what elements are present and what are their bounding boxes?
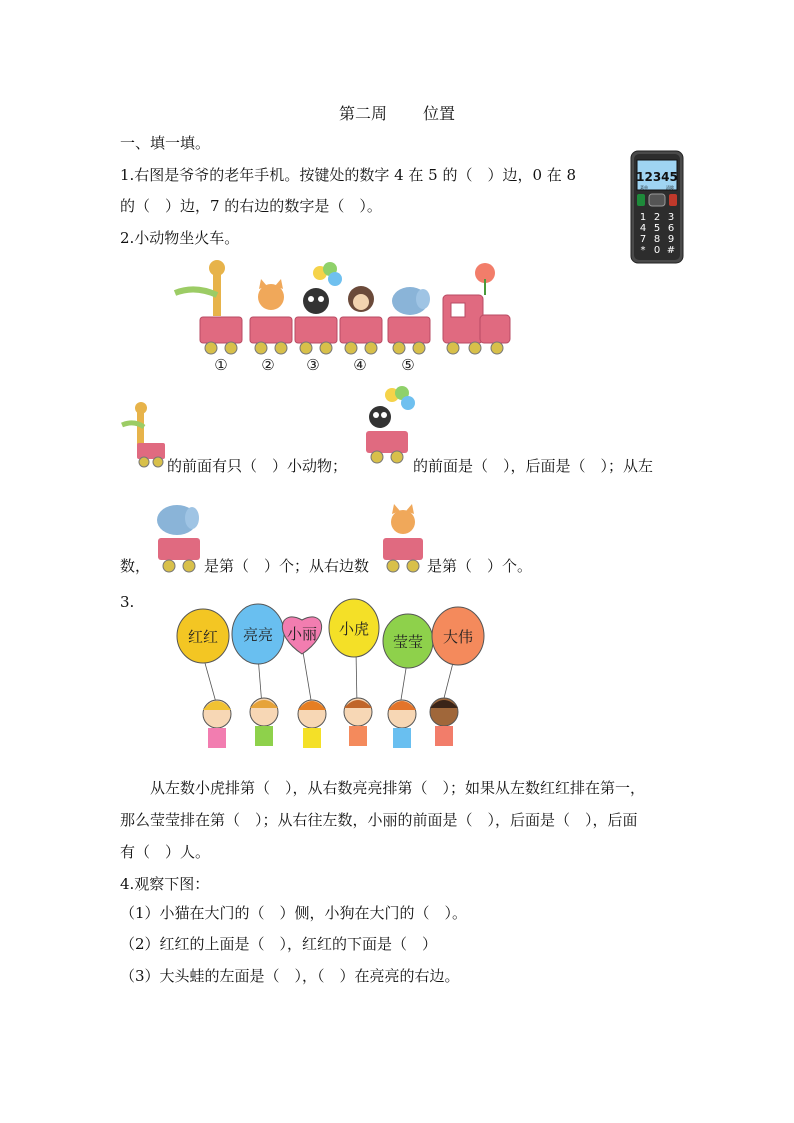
phone-key: 6 <box>667 223 675 234</box>
phone-key: * <box>640 245 646 256</box>
phone-illustration <box>630 150 684 264</box>
balloon-group <box>177 599 484 668</box>
car-number-2: ② <box>261 356 275 374</box>
balloon-label-1: 红红 <box>187 628 219 646</box>
phone-key: 7 <box>639 234 647 245</box>
phone-key: 8 <box>653 234 661 245</box>
car-number-1: ① <box>214 356 228 374</box>
phone-key: 9 <box>667 234 675 245</box>
train-illustration <box>175 255 515 375</box>
balloon-label-2: 亮亮 <box>242 626 274 644</box>
kids-row <box>203 698 458 748</box>
phone-key: 0 <box>653 245 661 256</box>
q3-line3: 有（ ）人。 <box>120 843 211 861</box>
q4-heading: 4.观察下图： <box>120 875 210 893</box>
train-car-1 <box>175 260 242 354</box>
section-heading: 一、填一填。 <box>120 134 211 152</box>
inline-balloon-car <box>360 385 415 465</box>
page-title <box>0 101 794 124</box>
inline-giraffe-car <box>120 403 170 469</box>
train-car-4 <box>340 286 382 354</box>
screen-number: 12345 <box>636 170 678 184</box>
q4-item-3: （3）大头蛙的左面是（ ），（ ）在亮亮的右边。 <box>120 967 460 985</box>
balloon-label-5: 莹莹 <box>392 633 424 651</box>
phone-key: 4 <box>639 223 647 234</box>
q2-line1-b: 的前面是（ ），后面是（ ）；从左 <box>413 457 654 475</box>
q2-line2-a: 数， <box>120 557 151 575</box>
balloon-label-3: 小丽 <box>286 625 318 643</box>
train-car-3 <box>295 262 342 354</box>
inline-elephant-car <box>152 498 204 576</box>
car-number-4: ④ <box>353 356 367 374</box>
car-number-3: ③ <box>306 356 320 374</box>
svg-text:菜单: 菜单 <box>640 185 648 190</box>
q4-item-1: （1）小猫在大门的（ ）侧，小狗在大门的（ ）。 <box>120 904 468 922</box>
svg-text:清除: 清除 <box>666 185 674 190</box>
q3-line2: 那么莹莹排在第（ ）；从右往左数，小丽的前面是（ ），后面是（ ），后面 <box>120 811 638 829</box>
q2-heading: 2.小动物坐火车。 <box>120 229 240 247</box>
inline-cat-car <box>380 498 426 576</box>
q3-heading: 3. <box>120 593 135 611</box>
train-car-5 <box>388 287 430 354</box>
phone-key: 1 <box>639 212 647 223</box>
q1-line1: 1.右图是爷爷的老年手机。按键处的数字 4 在 5 的（ ）边，0 在 8 <box>120 166 577 184</box>
car-number-5: ⑤ <box>401 356 415 374</box>
q2-line1-a: 的前面有只（ ）小动物； <box>167 457 348 475</box>
train-car-2 <box>250 279 292 354</box>
q2-line2-b: 是第（ ）个；从右边数 <box>204 557 370 575</box>
q4-item-2: （2）红红的上面是（ ），红红的下面是（ ） <box>120 935 438 953</box>
q3-line1: 从左数小虎排第（ ），从右数亮亮排第（ ）；如果从左数红红排在第一， <box>150 779 646 797</box>
q1-line2: 的（ ）边，7 的右边的数字是（ ）。 <box>120 197 382 215</box>
q2-line2-c: 是第（ ）个。 <box>427 557 533 575</box>
title-topic: 位置 <box>423 104 456 123</box>
balloon-kids-illustration <box>172 596 502 766</box>
train-engine <box>443 263 510 354</box>
balloon-label-4: 小虎 <box>338 620 370 638</box>
balloon-label-6: 大伟 <box>442 628 474 646</box>
phone-key: 5 <box>653 223 661 234</box>
phone-key: 3 <box>667 212 675 223</box>
title-week: 第二周 <box>338 104 387 123</box>
phone-key: # <box>666 245 676 256</box>
phone-key: 2 <box>653 212 661 223</box>
scarf <box>175 289 217 295</box>
